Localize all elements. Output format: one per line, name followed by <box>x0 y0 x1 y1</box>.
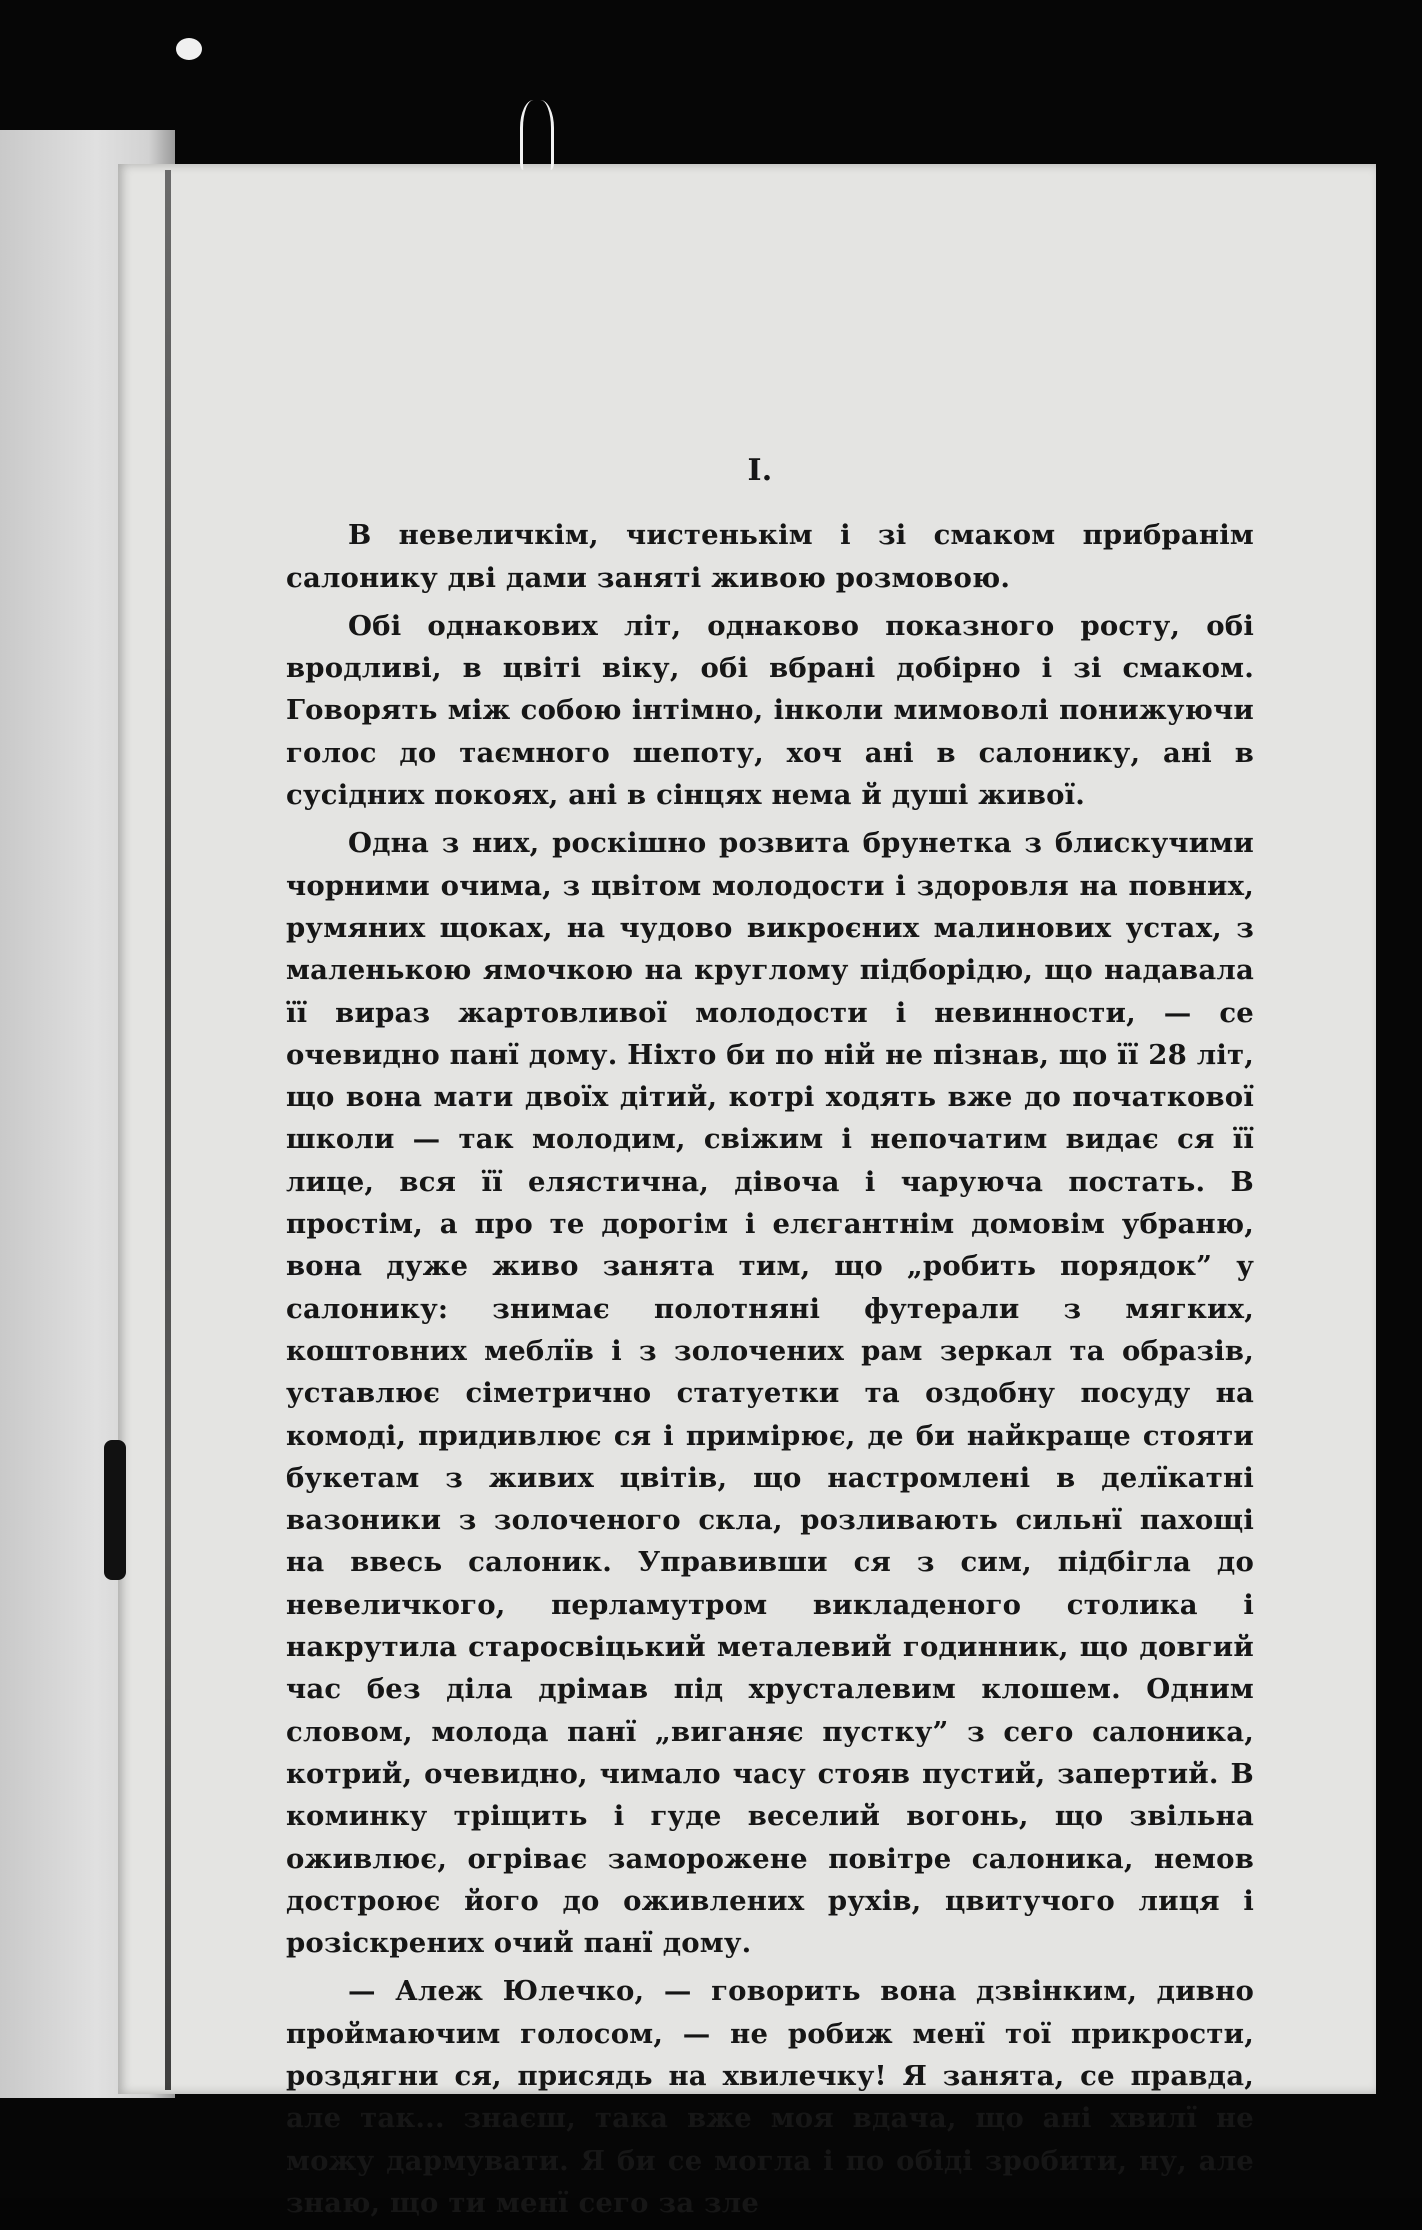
dust-speck <box>176 38 202 60</box>
page-text <box>286 450 1254 2230</box>
paragraph: — Алеж Юлечко, — говорить вона дзвінким, дивно проймаючим голосом, — не робиж менї тої прикрости, роздягни ся, присядь на хвилечку! Я занята, се правда, але так... знаєш, така вже моя вдача, що ані хвилї не можу дармувати. Я би се могла і по обіді зробити, ну, але знаю, що ти менї сего за зле <box>286 1975 1254 2219</box>
paragraph: Одна з них, роскішно розвита брунетка з блискучими чорними очима, з цвітом молодости і здоровля на повних, румяних щоках, на чудово викроєних малинових устах, з маленькою ямочкою на круглому підборідю, що надавала її вираз жартовливої молодости і невинности, — се очевидно панї дому. Ніхто би по ній не пізнав, що її 28 літ, що вона мати двоїх дітий, котрі ходять вже до початкової школи — так молодим, свіжим і непочатим видає ся її лице, вся її елястична, дівоча і чаруюча постать. В простім, а про те дорогім і елєгантнім домовім убраню, вона дуже живо занята тим, що „робить порядок” у салонику: знимає полотняні футерали з мягких, коштовних меблїв і з золочених рам зеркал та образів, уставлює сіметрично статуетки та оздобну посуду на комоді, придивлює ся і примірює, де би найкраще стояти букетам з живих цвітів, що настромлені в делїкатні вазоники з золоченого скла, розливають сильнї пахощі на ввесь салоник. Управивши ся з сим, підбігла до невеличкого, перламутром викладеного столика і накрутила старосвіцький металевий годинник, що довгий час без діла дрімав під хрусталевим клошем. Одним словом, молода панї „виганяє пустку” з сего салоника, котрий, очевидно, чимало часу стояв пустий, запертий. В коминку тріщить і гуде веселий вогонь, що звільна оживлює, огріває заморожене повітре салоника, немов достроює його до оживлених рухів, цвитучого лиця і розіскрених очий панї дому. <box>286 827 1254 1960</box>
paragraph: Обі однакових літ, однаково показного росту, обі вродливі, в цвіті віку, обі вбрані добірно і зі смаком. Говорять між собою інтімно, інколи мимоволі понижуючи голос до таємного шепоту, хоч ані в салонику, ані в сусідних покоях, ані в сінцях нема й душі живої. <box>286 609 1254 812</box>
page-fold-line <box>165 170 171 2090</box>
binding-mark <box>104 1440 126 1580</box>
chapter-number: I. <box>747 453 773 488</box>
binding-thread <box>520 100 554 170</box>
paragraph: В невеличкім, чистенькім і зі смаком прибранім салонику дві дами заняті живою розмовою. <box>286 519 1254 594</box>
